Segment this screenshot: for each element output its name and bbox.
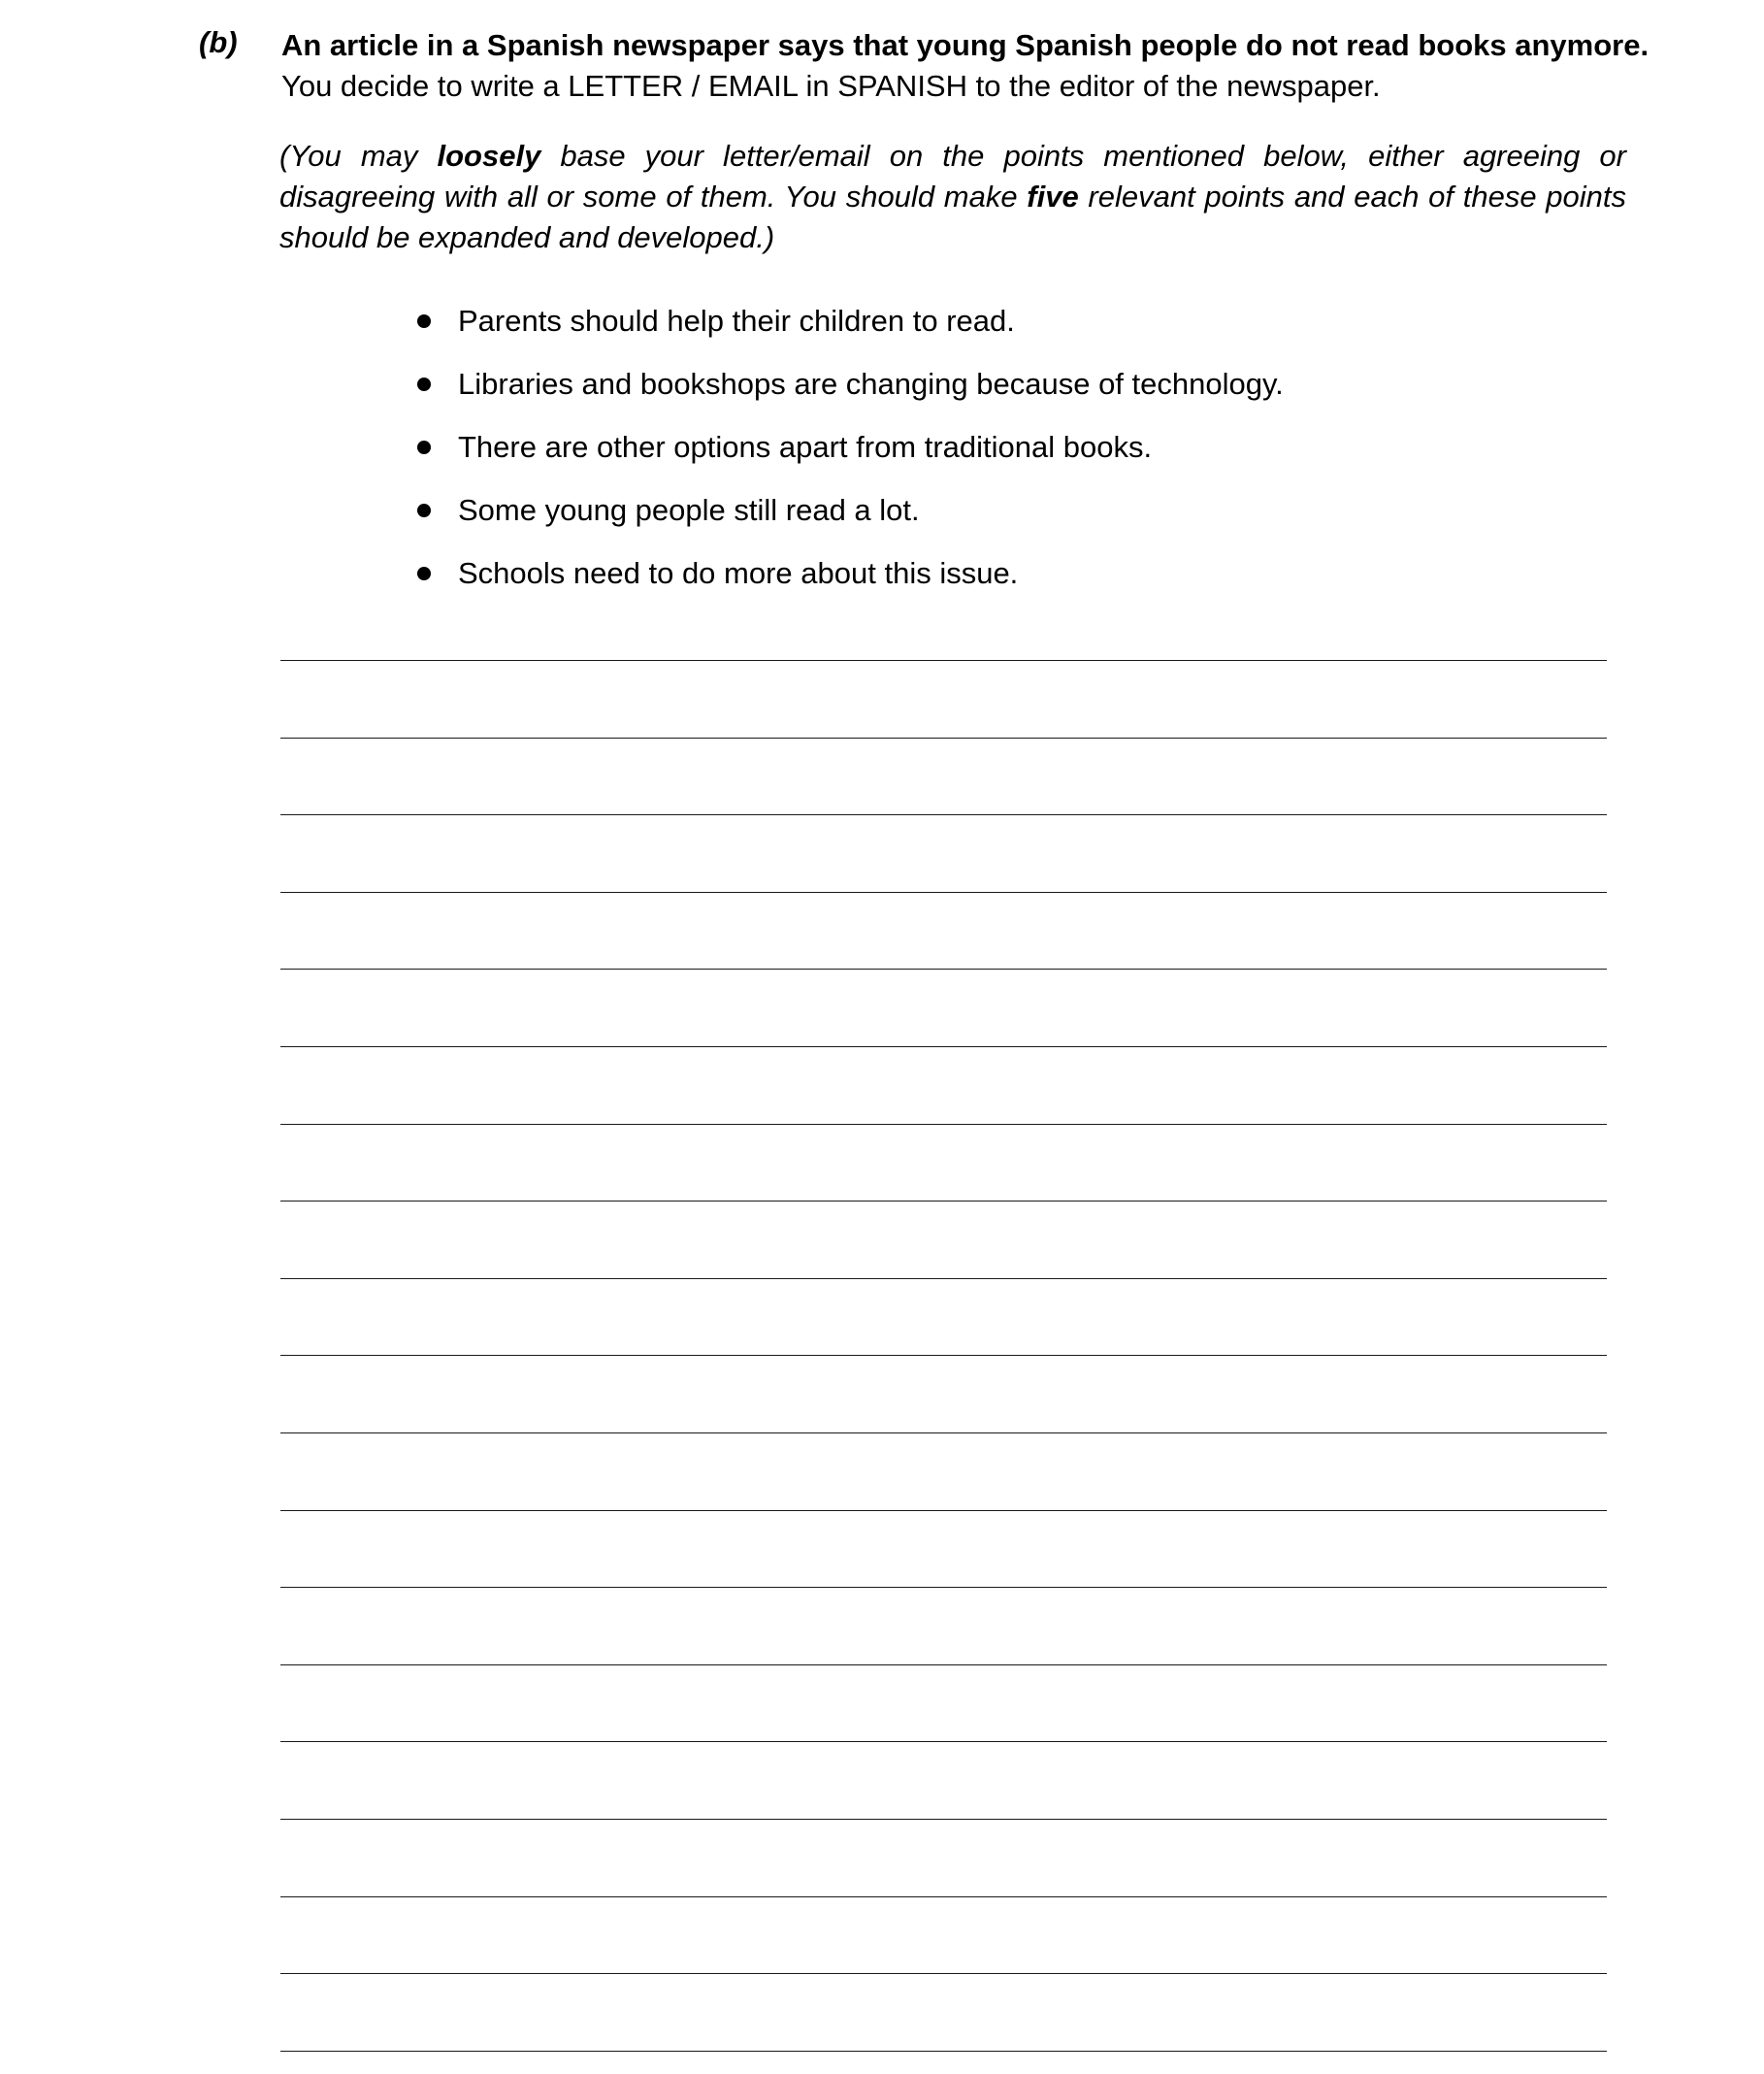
instructions-emphasis-loosely: loosely	[437, 139, 541, 173]
question-prompt	[281, 25, 1650, 107]
bullet-point-text: Parents should help their children to read.	[458, 304, 1015, 338]
answer-line[interactable]	[280, 1278, 1607, 1279]
question-task: You decide to write a LETTER / EMAIL in SPANISH to the editor of the newspaper.	[281, 69, 1381, 103]
answer-line[interactable]	[280, 2051, 1607, 2052]
bullet-point-text: Schools need to do more about this issue.	[458, 556, 1019, 590]
answer-line[interactable]	[280, 1355, 1607, 1356]
bullet-icon	[417, 504, 431, 517]
bullet-point-list	[417, 301, 1284, 616]
answer-line[interactable]	[280, 1896, 1607, 1897]
bullet-point-item	[417, 553, 1284, 616]
question-headline: An article in a Spanish newspaper says that young Spanish people do not read books anymore.	[281, 28, 1650, 62]
answer-line[interactable]	[280, 1587, 1607, 1588]
bullet-point-item	[417, 364, 1284, 427]
bullet-point-item	[417, 427, 1284, 490]
answer-line[interactable]	[280, 1432, 1607, 1433]
bullet-point-item	[417, 490, 1284, 553]
answer-line[interactable]	[280, 1201, 1607, 1202]
answer-line[interactable]	[280, 969, 1607, 970]
instructions-part-1: (You may	[279, 139, 438, 173]
bullet-icon	[417, 441, 431, 454]
answer-line[interactable]	[280, 1124, 1607, 1125]
bullet-point-item	[417, 301, 1284, 364]
answer-line[interactable]	[280, 892, 1607, 893]
instructions-part-3: relevant points and each of these points should be expanded and developed.)	[279, 180, 1626, 254]
answer-line[interactable]	[280, 814, 1607, 815]
answer-line[interactable]	[280, 1046, 1607, 1047]
instructions-part-2: base your letter/email on the points mentioned below, either agreeing or disagreeing with all or some of them. You should make	[279, 139, 1626, 214]
answer-line[interactable]	[280, 1973, 1607, 1974]
answer-line[interactable]	[280, 1510, 1607, 1511]
answer-line[interactable]	[280, 660, 1607, 661]
answer-line[interactable]	[280, 1664, 1607, 1665]
bullet-point-text: Libraries and bookshops are changing because of technology.	[458, 367, 1284, 401]
question-label: (b)	[199, 25, 238, 59]
answer-line[interactable]	[280, 1819, 1607, 1820]
instructions-emphasis-five: five	[1027, 180, 1079, 214]
instructions	[279, 136, 1626, 258]
bullet-icon	[417, 378, 431, 391]
answer-line[interactable]	[280, 1741, 1607, 1742]
answer-line[interactable]	[280, 738, 1607, 739]
bullet-icon	[417, 314, 431, 328]
bullet-point-text: There are other options apart from traditional books.	[458, 430, 1153, 464]
bullet-icon	[417, 567, 431, 580]
bullet-point-text: Some young people still read a lot.	[458, 493, 920, 527]
